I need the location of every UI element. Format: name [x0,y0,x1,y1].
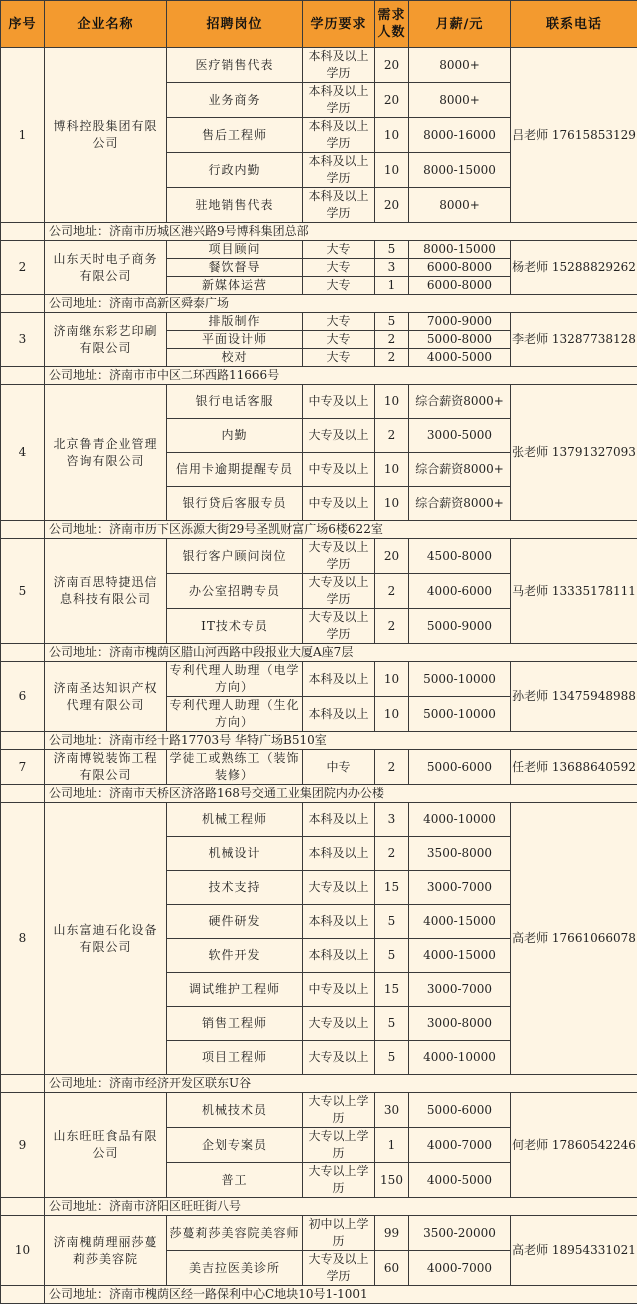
education-requirement: 中专及以上 [303,487,375,521]
education-requirement: 大专及以上 [303,1007,375,1041]
monthly-salary: 8000-15000 [409,153,511,188]
headcount: 99 [375,1216,409,1251]
monthly-salary: 4000-6000 [409,574,511,609]
job-position: 莎蔓莉莎美容院美容师 [167,1216,303,1251]
education-requirement: 大专 [303,349,375,367]
address-row [1,785,637,803]
monthly-salary: 8000+ [409,188,511,223]
job-position: 企划专案员 [167,1128,303,1163]
headcount: 10 [375,385,409,419]
address-row [1,367,637,385]
address-prefix: 公司地址： [49,224,109,238]
address-number-cell [1,1286,45,1304]
address-prefix: 公司地址： [49,296,109,310]
headcount: 10 [375,453,409,487]
company-name: 山东富迪石化设备有限公司 [45,803,167,1075]
monthly-salary: 7000-9000 [409,313,511,331]
job-position: 项目工程师 [167,1041,303,1075]
address-prefix: 公司地址： [49,645,109,659]
company-number: 4 [1,385,45,521]
headcount: 15 [375,871,409,905]
company-number: 7 [1,750,45,785]
job-position: 软件开发 [167,939,303,973]
education-requirement: 大专及以上 [303,419,375,453]
headcount: 1 [375,1128,409,1163]
monthly-salary: 4000-10000 [409,1041,511,1075]
company-number: 10 [1,1216,45,1286]
job-position: 硬件研发 [167,905,303,939]
address-value: 济南市高新区舜泰广场 [109,296,229,310]
headcount: 10 [375,153,409,188]
job-row [1,1093,637,1128]
job-position: IT技术专员 [167,609,303,644]
education-requirement: 本科及以上学历 [303,118,375,153]
job-row [1,241,637,259]
job-row [1,539,637,574]
job-row [1,750,637,785]
headcount: 2 [375,349,409,367]
headcount: 10 [375,697,409,732]
address-value: 济南市经十路17703号 华特广场B510室 [109,733,327,747]
monthly-salary: 6000-8000 [409,277,511,295]
job-position: 专利代理人助理（生化方向） [167,697,303,732]
header-headcount: 需求人数 [375,1,409,48]
job-row [1,662,637,697]
monthly-salary: 8000+ [409,83,511,118]
job-row [1,48,637,83]
monthly-salary: 4500-8000 [409,539,511,574]
company-address [45,1286,637,1304]
contact-phone: 孙老师 13475948988 [511,662,637,732]
address-row [1,295,637,313]
contact-phone: 何老师 17860542246 [511,1093,637,1198]
address-prefix: 公司地址： [49,368,109,382]
headcount: 20 [375,539,409,574]
address-row [1,1286,637,1304]
address-number-cell [1,521,45,539]
job-position: 学徒工或熟练工（装饰装修） [167,750,303,785]
monthly-salary: 综合薪资8000+ [409,385,511,419]
address-number-cell [1,644,45,662]
job-position: 银行贷后客服专员 [167,487,303,521]
address-prefix: 公司地址： [49,1199,109,1213]
company-name: 济南百思特捷迅信息科技有限公司 [45,539,167,644]
education-requirement: 本科及以上 [303,905,375,939]
headcount: 10 [375,662,409,697]
company-number: 9 [1,1093,45,1198]
address-value: 济南市市中区二环西路11666号 [109,368,279,382]
education-requirement: 大专 [303,313,375,331]
job-row [1,1216,637,1251]
company-address [45,1198,637,1216]
address-row [1,1198,637,1216]
education-requirement: 大专以上学历 [303,1163,375,1198]
monthly-salary: 4000-10000 [409,803,511,837]
education-requirement: 本科及以上学历 [303,48,375,83]
monthly-salary: 5000-8000 [409,331,511,349]
address-number-cell [1,785,45,803]
education-requirement: 中专 [303,750,375,785]
address-row [1,644,637,662]
monthly-salary: 4000-7000 [409,1251,511,1286]
address-value: 济南市槐荫区腊山河西路中段报业大厦A座7层 [109,645,353,659]
monthly-salary: 3500-20000 [409,1216,511,1251]
education-requirement: 本科及以上学历 [303,153,375,188]
monthly-salary: 3000-7000 [409,973,511,1007]
job-position: 项目顾问 [167,241,303,259]
contact-phone: 马老师 13335178111 [511,539,637,644]
address-row [1,732,637,750]
company-name: 济南继东彩艺印刷有限公司 [45,313,167,367]
headcount: 5 [375,241,409,259]
job-position: 机械工程师 [167,803,303,837]
contact-phone: 高老师 17661066078 [511,803,637,1075]
monthly-salary: 4000-5000 [409,349,511,367]
job-position: 内勤 [167,419,303,453]
contact-phone: 吕老师 17615853129 [511,48,637,223]
education-requirement: 大专及以上学历 [303,539,375,574]
monthly-salary: 8000+ [409,48,511,83]
monthly-salary: 3000-8000 [409,1007,511,1041]
header-no: 序号 [1,1,45,48]
monthly-salary: 4000-15000 [409,905,511,939]
job-position: 美吉拉医美诊所 [167,1251,303,1286]
address-value: 济南市历下区泺源大街29号圣凯财富广场6楼622室 [109,522,383,536]
monthly-salary: 8000-16000 [409,118,511,153]
company-name: 济南槐荫理丽莎蔓莉莎美容院 [45,1216,167,1286]
address-value: 济南市经济开发区联东U谷 [109,1076,251,1090]
header-position: 招聘岗位 [167,1,303,48]
address-prefix: 公司地址： [49,786,109,800]
job-position: 专利代理人助理（电学方向） [167,662,303,697]
job-position: 办公室招聘专员 [167,574,303,609]
job-row [1,385,637,419]
education-requirement: 本科及以上学历 [303,188,375,223]
monthly-salary: 5000-10000 [409,697,511,732]
headcount: 10 [375,118,409,153]
headcount: 5 [375,1007,409,1041]
headcount: 20 [375,83,409,118]
headcount: 2 [375,837,409,871]
monthly-salary: 8000-15000 [409,241,511,259]
education-requirement: 大专及以上学历 [303,609,375,644]
job-position: 医疗销售代表 [167,48,303,83]
headcount: 10 [375,487,409,521]
education-requirement: 中专及以上 [303,385,375,419]
education-requirement: 大专 [303,241,375,259]
education-requirement: 本科及以上 [303,697,375,732]
company-number: 8 [1,803,45,1075]
address-number-cell [1,1075,45,1093]
monthly-salary: 5000-6000 [409,1093,511,1128]
company-name: 济南圣达知识产权代理有限公司 [45,662,167,732]
headcount: 5 [375,939,409,973]
headcount: 15 [375,973,409,1007]
headcount: 1 [375,277,409,295]
headcount: 150 [375,1163,409,1198]
job-position: 售后工程师 [167,118,303,153]
education-requirement: 大专 [303,331,375,349]
address-prefix: 公司地址： [49,733,109,747]
address-row [1,521,637,539]
job-position: 业务商务 [167,83,303,118]
education-requirement: 本科及以上 [303,939,375,973]
monthly-salary: 综合薪资8000+ [409,453,511,487]
header-salary: 月薪/元 [409,1,511,48]
header-contact: 联系电话 [511,1,637,48]
headcount: 30 [375,1093,409,1128]
job-position: 新媒体运营 [167,277,303,295]
job-position: 销售工程师 [167,1007,303,1041]
job-position: 校对 [167,349,303,367]
education-requirement: 大专以上学历 [303,1093,375,1128]
education-requirement: 中专及以上 [303,973,375,1007]
address-prefix: 公司地址： [49,522,109,536]
education-requirement: 初中以上学历 [303,1216,375,1251]
monthly-salary: 5000-6000 [409,750,511,785]
company-number: 6 [1,662,45,732]
address-prefix: 公司地址： [49,1287,109,1301]
education-requirement: 本科及以上 [303,662,375,697]
education-requirement: 大专以上学历 [303,1128,375,1163]
address-number-cell [1,223,45,241]
job-position: 行政内勤 [167,153,303,188]
monthly-salary: 3000-5000 [409,419,511,453]
job-position: 信用卡逾期提醒专员 [167,453,303,487]
company-number: 5 [1,539,45,644]
job-position: 机械技术员 [167,1093,303,1128]
headcount: 3 [375,259,409,277]
address-number-cell [1,295,45,313]
company-address [45,295,637,313]
company-address [45,785,637,803]
contact-phone: 李老师 13287738128 [511,313,637,367]
company-address [45,644,637,662]
header-education: 学历要求 [303,1,375,48]
company-address [45,1075,637,1093]
headcount: 2 [375,419,409,453]
headcount: 5 [375,313,409,331]
headcount: 5 [375,1041,409,1075]
headcount: 2 [375,574,409,609]
company-number: 1 [1,48,45,223]
job-position: 银行客户顾问岗位 [167,539,303,574]
job-position: 餐饮督导 [167,259,303,277]
address-prefix: 公司地址： [49,1076,109,1090]
address-number-cell [1,367,45,385]
education-requirement: 大专 [303,259,375,277]
company-address [45,521,637,539]
monthly-salary: 3500-8000 [409,837,511,871]
contact-phone: 高老师 18954331021 [511,1216,637,1286]
headcount: 2 [375,750,409,785]
headcount: 20 [375,48,409,83]
address-row [1,223,637,241]
address-row [1,1075,637,1093]
contact-phone: 杨老师 15288829262 [511,241,637,295]
monthly-salary: 4000-15000 [409,939,511,973]
job-position: 银行电话客服 [167,385,303,419]
job-position: 机械设计 [167,837,303,871]
company-number: 3 [1,313,45,367]
address-number-cell [1,1198,45,1216]
contact-phone: 张老师 13791327093 [511,385,637,521]
job-row [1,313,637,331]
education-requirement: 本科及以上 [303,803,375,837]
job-position: 驻地销售代表 [167,188,303,223]
address-value: 济南市天桥区济洛路168号交通工业集团院内办公楼 [109,786,384,800]
monthly-salary: 6000-8000 [409,259,511,277]
company-name: 山东旺旺食品有限公司 [45,1093,167,1198]
header-company: 企业名称 [45,1,167,48]
company-number: 2 [1,241,45,295]
company-address [45,223,637,241]
job-position: 平面设计师 [167,331,303,349]
education-requirement: 大专及以上学历 [303,574,375,609]
education-requirement: 大专及以上 [303,1041,375,1075]
job-position: 排版制作 [167,313,303,331]
job-position: 普工 [167,1163,303,1198]
address-value: 济南市历城区港兴路9号博科集团总部 [109,224,309,238]
education-requirement: 大专及以上学历 [303,1251,375,1286]
headcount: 2 [375,609,409,644]
address-value: 济南市槐荫区经一路保利中心C地块10号1-1001 [109,1287,368,1301]
contact-phone: 任老师 13688640592 [511,750,637,785]
job-position: 调试维护工程师 [167,973,303,1007]
monthly-salary: 4000-5000 [409,1163,511,1198]
company-name: 济南博锐装饰工程有限公司 [45,750,167,785]
education-requirement: 本科及以上学历 [303,83,375,118]
headcount: 3 [375,803,409,837]
company-name: 山东天时电子商务有限公司 [45,241,167,295]
monthly-salary: 3000-7000 [409,871,511,905]
headcount: 5 [375,905,409,939]
job-row [1,803,637,837]
headcount: 20 [375,188,409,223]
address-value: 济南市济阳区旺旺街八号 [109,1199,241,1213]
company-name: 博科控股集团有限公司 [45,48,167,223]
education-requirement: 本科及以上 [303,837,375,871]
monthly-salary: 5000-9000 [409,609,511,644]
company-address [45,732,637,750]
job-position: 技术支持 [167,871,303,905]
company-address [45,367,637,385]
monthly-salary: 综合薪资8000+ [409,487,511,521]
monthly-salary: 4000-7000 [409,1128,511,1163]
address-number-cell [1,732,45,750]
headcount: 60 [375,1251,409,1286]
education-requirement: 中专及以上 [303,453,375,487]
header-row [1,1,637,48]
education-requirement: 大专及以上 [303,871,375,905]
education-requirement: 大专 [303,277,375,295]
monthly-salary: 5000-10000 [409,662,511,697]
headcount: 2 [375,331,409,349]
company-name: 北京鲁青企业管理咨询有限公司 [45,385,167,521]
